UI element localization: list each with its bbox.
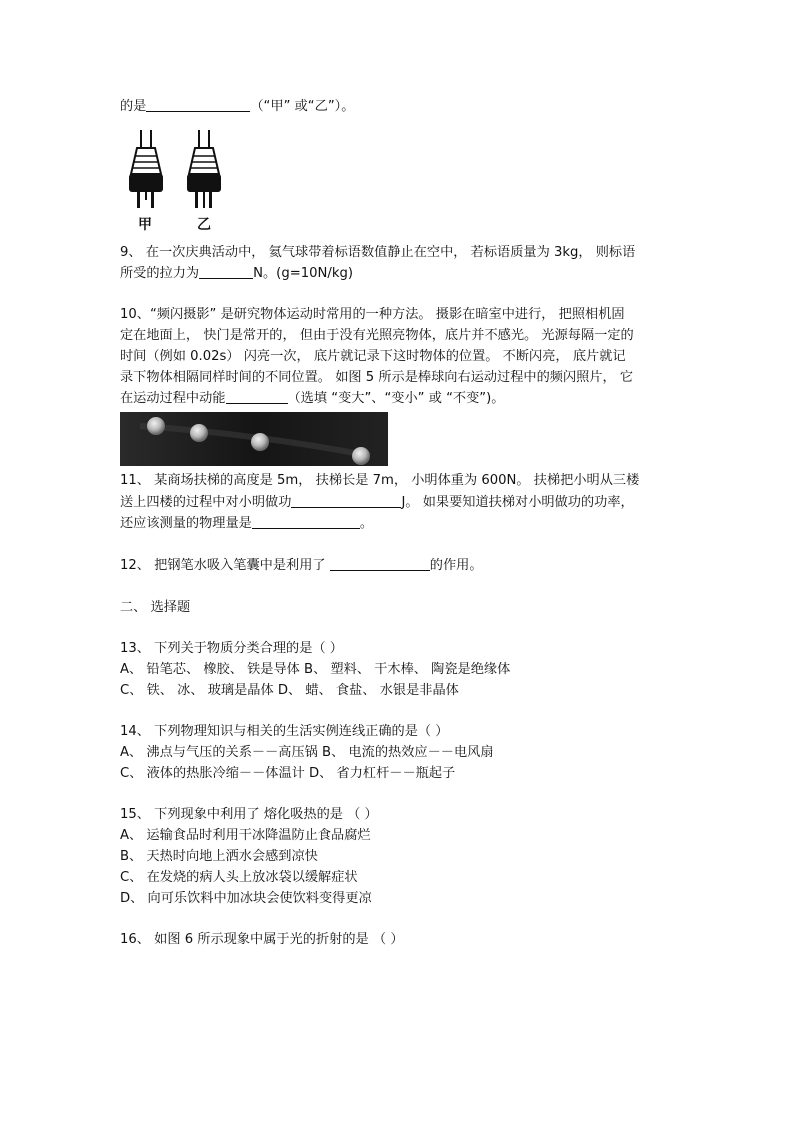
section-title: 二、 选择题 [120,600,191,615]
ball-1 [147,417,165,435]
q14-options-cd[interactable]: C、 液体的热胀冷缩－－体温计 D、 省力杠杆－－瓶起子 [120,766,456,781]
plug-yi [187,130,221,208]
plug-label-yi: 乙 [197,217,211,233]
q12-line: 12、 把钢笔水吸入笔囊中是利用了 的作用。 [120,558,483,573]
q9-line-2: 所受的拉力为 N。(g=10N/kg) [120,266,353,281]
strobe-photo [120,412,388,466]
q15-option-b[interactable]: B、 天热时向地上洒水会感到凉快 [120,849,318,864]
plug-jia [129,130,163,208]
q11-line-1: 11、 某商场扶梯的高度是 5m， 扶梯长是 7m， 小明体重为 600N。 扶梯把小明从三楼 [120,473,640,488]
q8-answer-blank[interactable] [146,97,250,112]
q9-answer-blank[interactable] [199,264,253,279]
q10-line-4: 录下物体相隔同样时间的不同位置。 如图 5 所示是棒球向右运动过程中的频闪照片， 它 [120,370,634,385]
q14-stem: 14、 下列物理知识与相关的生活实例连线正确的是（ ） [120,724,449,739]
q10-line-2: 定在地面上， 快门是常开的， 但由于没有光照亮物体，底片并不感光。 光源每隔一定的 [120,328,634,343]
q10-line-1: 10、“频闪摄影” 是研究物体运动时常用的一种方法。 摄影在暗室中进行， 把照相机固 [120,307,625,322]
ball-2 [190,424,208,442]
q13-options-ab[interactable]: A、 铅笔芯、 橡胶、 铁是导体 B、 塑料、 干木棒、 陶瓷是绝缘体 [120,662,511,677]
q11-line-3: 还应该测量的物理量是 。 [120,516,374,531]
q13-options-cd[interactable]: C、 铁、 冰、 玻璃是晶体 D、 蜡、 食盐、 水银是非晶体 [120,683,459,698]
q15-option-c[interactable]: C、 在发烧的病人头上放冰袋以缓解症状 [120,870,358,885]
q10-line-3: 时间（例如 0.02s） 闪亮一次， 底片就记录下这时物体的位置。 不断闪亮， 底片就记 [120,349,626,364]
q11-line-2: 送上四楼的过程中对小明做功 J。 如果要知道扶梯对小明做功的功率， [120,495,634,510]
q8-plugs-figure [127,130,233,234]
strobe-photo-image [120,412,388,466]
q9-line-1: 9、 在一次庆典活动中， 氦气球带着标语数值静止在空中， 若标语质量为 3kg， 则标语 [120,245,636,260]
q8-answer-line: 的是 （“甲” 或“乙”）。 [120,99,355,114]
ball-4 [352,447,370,465]
q15-stem: 15、 下列现象中利用了 熔化吸热的是 （ ） [120,807,378,822]
q11-work-blank[interactable] [291,493,401,508]
q15-option-d[interactable]: D、 向可乐饮料中加冰块会使饮料变得更凉 [120,891,372,906]
q10-answer-blank[interactable] [226,389,288,404]
ball-3 [251,433,269,451]
q13-stem: 13、 下列关于物质分类合理的是（ ） [120,641,343,656]
q15-option-a[interactable]: A、 运输食品时利用干冰降温防止食品腐烂 [120,828,371,843]
q10-line-5: 在运动过程中动能 （选填 “变大”、“变小” 或 “不变”)。 [120,391,505,406]
plug-label-jia: 甲 [138,217,152,233]
q14-options-ab[interactable]: A、 沸点与气压的关系－－高压锅 B、 电流的热效应－－电风扇 [120,745,494,760]
q11-quantity-blank[interactable] [252,514,360,529]
q12-answer-blank[interactable] [330,556,430,571]
q16-stem: 16、 如图 6 所示现象中属于光的折射的是 （ ） [120,932,404,947]
